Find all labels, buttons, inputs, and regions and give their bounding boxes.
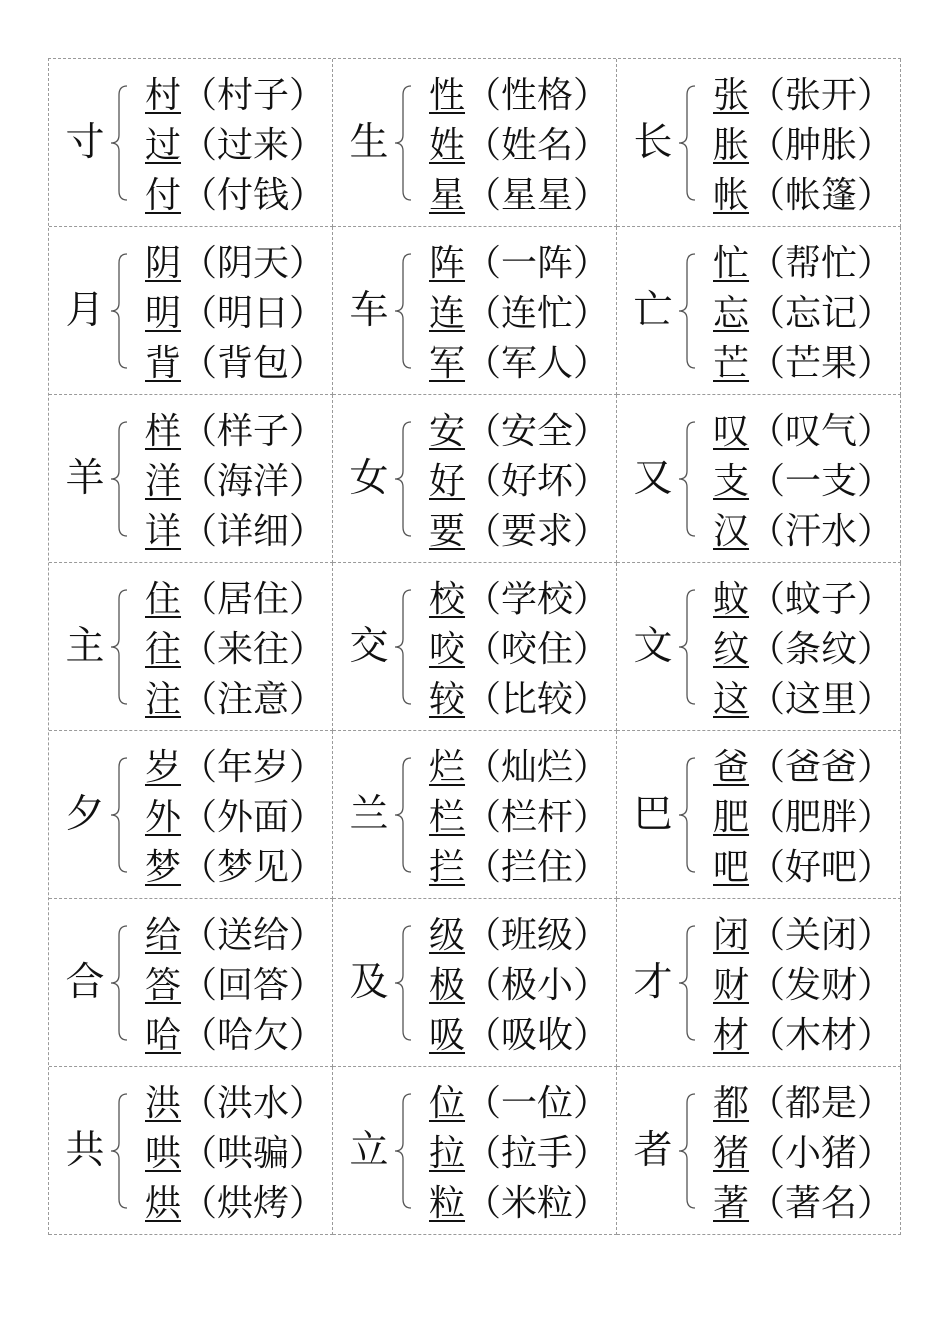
derived-character: 这 (713, 679, 750, 720)
radical-cell (617, 899, 901, 1067)
list-item (145, 407, 325, 457)
example-word: （过来） (181, 125, 326, 166)
example-word: （张开） (749, 75, 894, 116)
derived-character: 注 (145, 679, 182, 720)
example-word: （洪水） (181, 1083, 326, 1124)
example-word: （阴天） (181, 243, 326, 284)
radical-character: 又 (633, 456, 673, 501)
example-word: （肥胖） (749, 797, 894, 838)
derived-character: 吸 (429, 1015, 466, 1056)
example-word: （学校） (465, 579, 610, 620)
derived-character: 姓 (429, 125, 466, 166)
example-word: （来往） (181, 629, 326, 670)
example-word: （送给） (181, 915, 326, 956)
derived-character: 猪 (713, 1133, 750, 1174)
character-grid (48, 58, 901, 1235)
example-word: （安全） (465, 411, 610, 452)
curly-brace-icon (107, 83, 131, 203)
derived-character: 军 (429, 343, 466, 384)
derived-character: 蚊 (713, 579, 750, 620)
derived-character: 星 (429, 175, 466, 216)
list-item (713, 289, 893, 339)
derived-character: 拦 (429, 847, 466, 888)
example-word: （栏杆） (465, 797, 610, 838)
derived-character-list (713, 71, 893, 221)
list-item (713, 121, 893, 171)
derived-character: 栏 (429, 797, 466, 838)
list-item (713, 743, 893, 793)
example-word: （帐篷） (749, 175, 894, 216)
derived-character: 拉 (429, 1133, 466, 1174)
example-word: （好坏） (465, 461, 610, 502)
list-item (145, 911, 325, 961)
derived-character: 连 (429, 293, 466, 334)
derived-character: 材 (713, 1015, 750, 1056)
list-item (145, 1011, 325, 1061)
list-item (429, 121, 609, 171)
radical-character: 文 (633, 624, 673, 669)
derived-character: 纹 (713, 629, 750, 670)
derived-character-list (145, 575, 325, 725)
curly-brace-icon (391, 419, 415, 539)
radical-character: 夕 (65, 792, 105, 837)
list-item (429, 1011, 609, 1061)
derived-character-list (713, 575, 893, 725)
example-word: （年岁） (181, 747, 326, 788)
curly-brace-icon (107, 587, 131, 707)
radical-character: 巴 (633, 792, 673, 837)
derived-character: 位 (429, 1083, 466, 1124)
radical-cell (49, 1067, 333, 1235)
derived-character: 要 (429, 511, 466, 552)
derived-character: 样 (145, 411, 182, 452)
radical-character: 交 (349, 624, 389, 669)
radical-character: 者 (633, 1128, 673, 1173)
example-word: （叹气） (749, 411, 894, 452)
grid-row (49, 227, 901, 395)
derived-character: 阵 (429, 243, 466, 284)
radical-cell (49, 731, 333, 899)
derived-character: 校 (429, 579, 466, 620)
radical-cell (49, 395, 333, 563)
list-item (429, 961, 609, 1011)
example-word: （帮忙） (749, 243, 894, 284)
radical-cell (333, 563, 617, 731)
example-word: （要求） (465, 511, 610, 552)
grid-row (49, 563, 901, 731)
derived-character: 哄 (145, 1133, 182, 1174)
curly-brace-icon (675, 1091, 699, 1211)
example-word: （哈欠） (181, 1015, 326, 1056)
list-item (145, 1179, 325, 1229)
derived-character-list (713, 743, 893, 893)
radical-cell (333, 1067, 617, 1235)
list-item (713, 793, 893, 843)
example-word: （外面） (181, 797, 326, 838)
radical-cell (333, 395, 617, 563)
radical-cell (617, 59, 901, 227)
list-item (713, 1129, 893, 1179)
example-word: （哄骗） (181, 1133, 326, 1174)
derived-character-list (429, 239, 609, 389)
list-item (713, 407, 893, 457)
list-item (429, 71, 609, 121)
curly-brace-icon (391, 755, 415, 875)
radical-character: 合 (65, 960, 105, 1005)
curly-brace-icon (107, 419, 131, 539)
example-word: （小猪） (749, 1133, 894, 1174)
list-item (429, 457, 609, 507)
derived-character: 过 (145, 125, 182, 166)
list-item (145, 961, 325, 1011)
derived-character: 给 (145, 915, 182, 956)
radical-character: 长 (633, 120, 673, 165)
radical-cell (617, 1067, 901, 1235)
example-word: （注意） (181, 679, 326, 720)
list-item (713, 1079, 893, 1129)
radical-character: 兰 (349, 792, 389, 837)
derived-character: 忙 (713, 243, 750, 284)
list-item (145, 507, 325, 557)
list-item (429, 575, 609, 625)
derived-character: 极 (429, 965, 466, 1006)
list-item (429, 625, 609, 675)
list-item (713, 843, 893, 893)
derived-character: 咬 (429, 629, 466, 670)
radical-character: 亡 (633, 288, 673, 333)
example-word: （性格） (465, 75, 610, 116)
derived-character: 胀 (713, 125, 750, 166)
example-word: （忘记） (749, 293, 894, 334)
list-item (145, 625, 325, 675)
example-word: （姓名） (465, 125, 610, 166)
list-item (429, 743, 609, 793)
derived-character: 哈 (145, 1015, 182, 1056)
derived-character: 汉 (713, 511, 750, 552)
list-item (429, 339, 609, 389)
example-word: （连忙） (465, 293, 610, 334)
derived-character-list (429, 743, 609, 893)
derived-character-list (713, 1079, 893, 1229)
radical-cell (617, 731, 901, 899)
radical-character: 主 (65, 624, 105, 669)
derived-character: 级 (429, 915, 466, 956)
example-word: （拉手） (465, 1133, 610, 1174)
curly-brace-icon (391, 251, 415, 371)
radical-character: 车 (349, 288, 389, 333)
example-word: （村子） (181, 75, 326, 116)
derived-character: 财 (713, 965, 750, 1006)
derived-character-list (429, 911, 609, 1061)
curly-brace-icon (675, 587, 699, 707)
derived-character: 叹 (713, 411, 750, 452)
curly-brace-icon (675, 755, 699, 875)
derived-character: 性 (429, 75, 466, 116)
example-word: （爸爸） (749, 747, 894, 788)
derived-character-list (713, 239, 893, 389)
list-item (429, 843, 609, 893)
list-item (429, 239, 609, 289)
list-item (145, 675, 325, 725)
list-item (145, 843, 325, 893)
example-word: （好吧） (749, 847, 894, 888)
example-word: （关闭） (749, 915, 894, 956)
list-item (145, 171, 325, 221)
example-word: （班级） (465, 915, 610, 956)
derived-character: 往 (145, 629, 182, 670)
radical-cell (49, 227, 333, 395)
derived-character: 梦 (145, 847, 182, 888)
radical-character: 共 (65, 1128, 105, 1173)
derived-character-list (713, 407, 893, 557)
list-item (145, 1129, 325, 1179)
example-word: （梦见） (181, 847, 326, 888)
curly-brace-icon (107, 1091, 131, 1211)
list-item (713, 507, 893, 557)
derived-character: 支 (713, 461, 750, 502)
list-item (713, 961, 893, 1011)
derived-character: 爸 (713, 747, 750, 788)
example-word: （咬住） (465, 629, 610, 670)
example-word: （样子） (181, 411, 326, 452)
derived-character-list (145, 743, 325, 893)
radical-cell (617, 563, 901, 731)
derived-character-list (429, 1079, 609, 1229)
derived-character-list (429, 71, 609, 221)
list-item (429, 289, 609, 339)
radical-character: 生 (349, 120, 389, 165)
curly-brace-icon (675, 419, 699, 539)
radical-character: 月 (65, 288, 105, 333)
list-item (145, 1079, 325, 1129)
curly-brace-icon (391, 1091, 415, 1211)
example-word: （这里） (749, 679, 894, 720)
radical-character: 羊 (65, 456, 105, 501)
derived-character: 肥 (713, 797, 750, 838)
example-word: （灿烂） (465, 747, 610, 788)
example-word: （芒果） (749, 343, 894, 384)
derived-character: 阴 (145, 243, 182, 284)
derived-character: 住 (145, 579, 182, 620)
example-word: （木材） (749, 1015, 894, 1056)
example-word: （米粒） (465, 1183, 610, 1224)
list-item (429, 1079, 609, 1129)
example-word: （明日） (181, 293, 326, 334)
example-word: （背包） (181, 343, 326, 384)
derived-character: 烂 (429, 747, 466, 788)
derived-character: 详 (145, 511, 182, 552)
example-word: （条纹） (749, 629, 894, 670)
list-item (429, 407, 609, 457)
list-item (713, 575, 893, 625)
derived-character: 明 (145, 293, 182, 334)
list-item (429, 675, 609, 725)
derived-character: 背 (145, 343, 182, 384)
example-word: （汗水） (749, 511, 894, 552)
derived-character: 都 (713, 1083, 750, 1124)
derived-character: 忘 (713, 293, 750, 334)
radical-cell (333, 59, 617, 227)
radical-character: 女 (349, 456, 389, 501)
derived-character: 烘 (145, 1183, 182, 1224)
derived-character-list (145, 1079, 325, 1229)
derived-character-list (429, 575, 609, 725)
grid-row (49, 731, 901, 899)
radical-character: 才 (633, 960, 673, 1005)
list-item (713, 1179, 893, 1229)
list-item (429, 1129, 609, 1179)
example-word: （发财） (749, 965, 894, 1006)
derived-character: 好 (429, 461, 466, 502)
radical-cell (617, 227, 901, 395)
example-word: （拦住） (465, 847, 610, 888)
derived-character: 张 (713, 75, 750, 116)
derived-character: 吧 (713, 847, 750, 888)
list-item (145, 793, 325, 843)
derived-character: 村 (145, 75, 182, 116)
example-word: （烘烤） (181, 1183, 326, 1224)
example-word: （海洋） (181, 461, 326, 502)
derived-character-list (145, 407, 325, 557)
radical-character: 寸 (65, 120, 105, 165)
example-word: （星星） (465, 175, 610, 216)
derived-character: 粒 (429, 1183, 466, 1224)
derived-character: 付 (145, 175, 182, 216)
list-item (713, 339, 893, 389)
list-item (145, 457, 325, 507)
derived-character: 帐 (713, 175, 750, 216)
list-item (713, 625, 893, 675)
list-item (145, 121, 325, 171)
example-word: （一位） (465, 1083, 610, 1124)
grid-row (49, 1067, 901, 1235)
list-item (429, 1179, 609, 1229)
list-item (713, 171, 893, 221)
derived-character: 岁 (145, 747, 182, 788)
derived-character: 洪 (145, 1083, 182, 1124)
list-item (713, 71, 893, 121)
grid-row (49, 899, 901, 1067)
example-word: （军人） (465, 343, 610, 384)
curly-brace-icon (391, 587, 415, 707)
derived-character: 洋 (145, 461, 182, 502)
list-item (145, 289, 325, 339)
curly-brace-icon (391, 83, 415, 203)
derived-character-list (145, 71, 325, 221)
example-word: （著名） (749, 1183, 894, 1224)
radical-cell (617, 395, 901, 563)
radical-cell (333, 899, 617, 1067)
derived-character-list (713, 911, 893, 1061)
derived-character: 较 (429, 679, 466, 720)
derived-character-list (145, 911, 325, 1061)
derived-character-list (145, 239, 325, 389)
example-word: （付钱） (181, 175, 326, 216)
example-word: （详细） (181, 511, 326, 552)
list-item (145, 71, 325, 121)
list-item (145, 239, 325, 289)
curly-brace-icon (107, 923, 131, 1043)
example-word: （极小） (465, 965, 610, 1006)
derived-character: 外 (145, 797, 182, 838)
list-item (713, 239, 893, 289)
list-item (429, 793, 609, 843)
radical-character: 及 (349, 960, 389, 1005)
list-item (145, 743, 325, 793)
derived-character: 闭 (713, 915, 750, 956)
example-word: （吸收） (465, 1015, 610, 1056)
curly-brace-icon (391, 923, 415, 1043)
radical-character: 立 (349, 1128, 389, 1173)
derived-character: 答 (145, 965, 182, 1006)
radical-cell (333, 731, 617, 899)
curly-brace-icon (675, 923, 699, 1043)
list-item (713, 457, 893, 507)
grid-row (49, 395, 901, 563)
list-item (429, 507, 609, 557)
example-word: （比较） (465, 679, 610, 720)
example-word: （一支） (749, 461, 894, 502)
list-item (145, 339, 325, 389)
curly-brace-icon (675, 251, 699, 371)
radical-cell (49, 563, 333, 731)
curly-brace-icon (107, 251, 131, 371)
example-word: （都是） (749, 1083, 894, 1124)
list-item (429, 171, 609, 221)
example-word: （蚊子） (749, 579, 894, 620)
derived-character: 著 (713, 1183, 750, 1224)
example-word: （回答） (181, 965, 326, 1006)
radical-cell (333, 227, 617, 395)
derived-character: 安 (429, 411, 466, 452)
radical-cell (49, 899, 333, 1067)
radical-cell (49, 59, 333, 227)
curly-brace-icon (107, 755, 131, 875)
list-item (713, 911, 893, 961)
list-item (145, 575, 325, 625)
example-word: （一阵） (465, 243, 610, 284)
curly-brace-icon (675, 83, 699, 203)
list-item (713, 1011, 893, 1061)
derived-character: 芒 (713, 343, 750, 384)
example-word: （肿胀） (749, 125, 894, 166)
grid-row (49, 59, 901, 227)
list-item (713, 675, 893, 725)
derived-character-list (429, 407, 609, 557)
list-item (429, 911, 609, 961)
example-word: （居住） (181, 579, 326, 620)
